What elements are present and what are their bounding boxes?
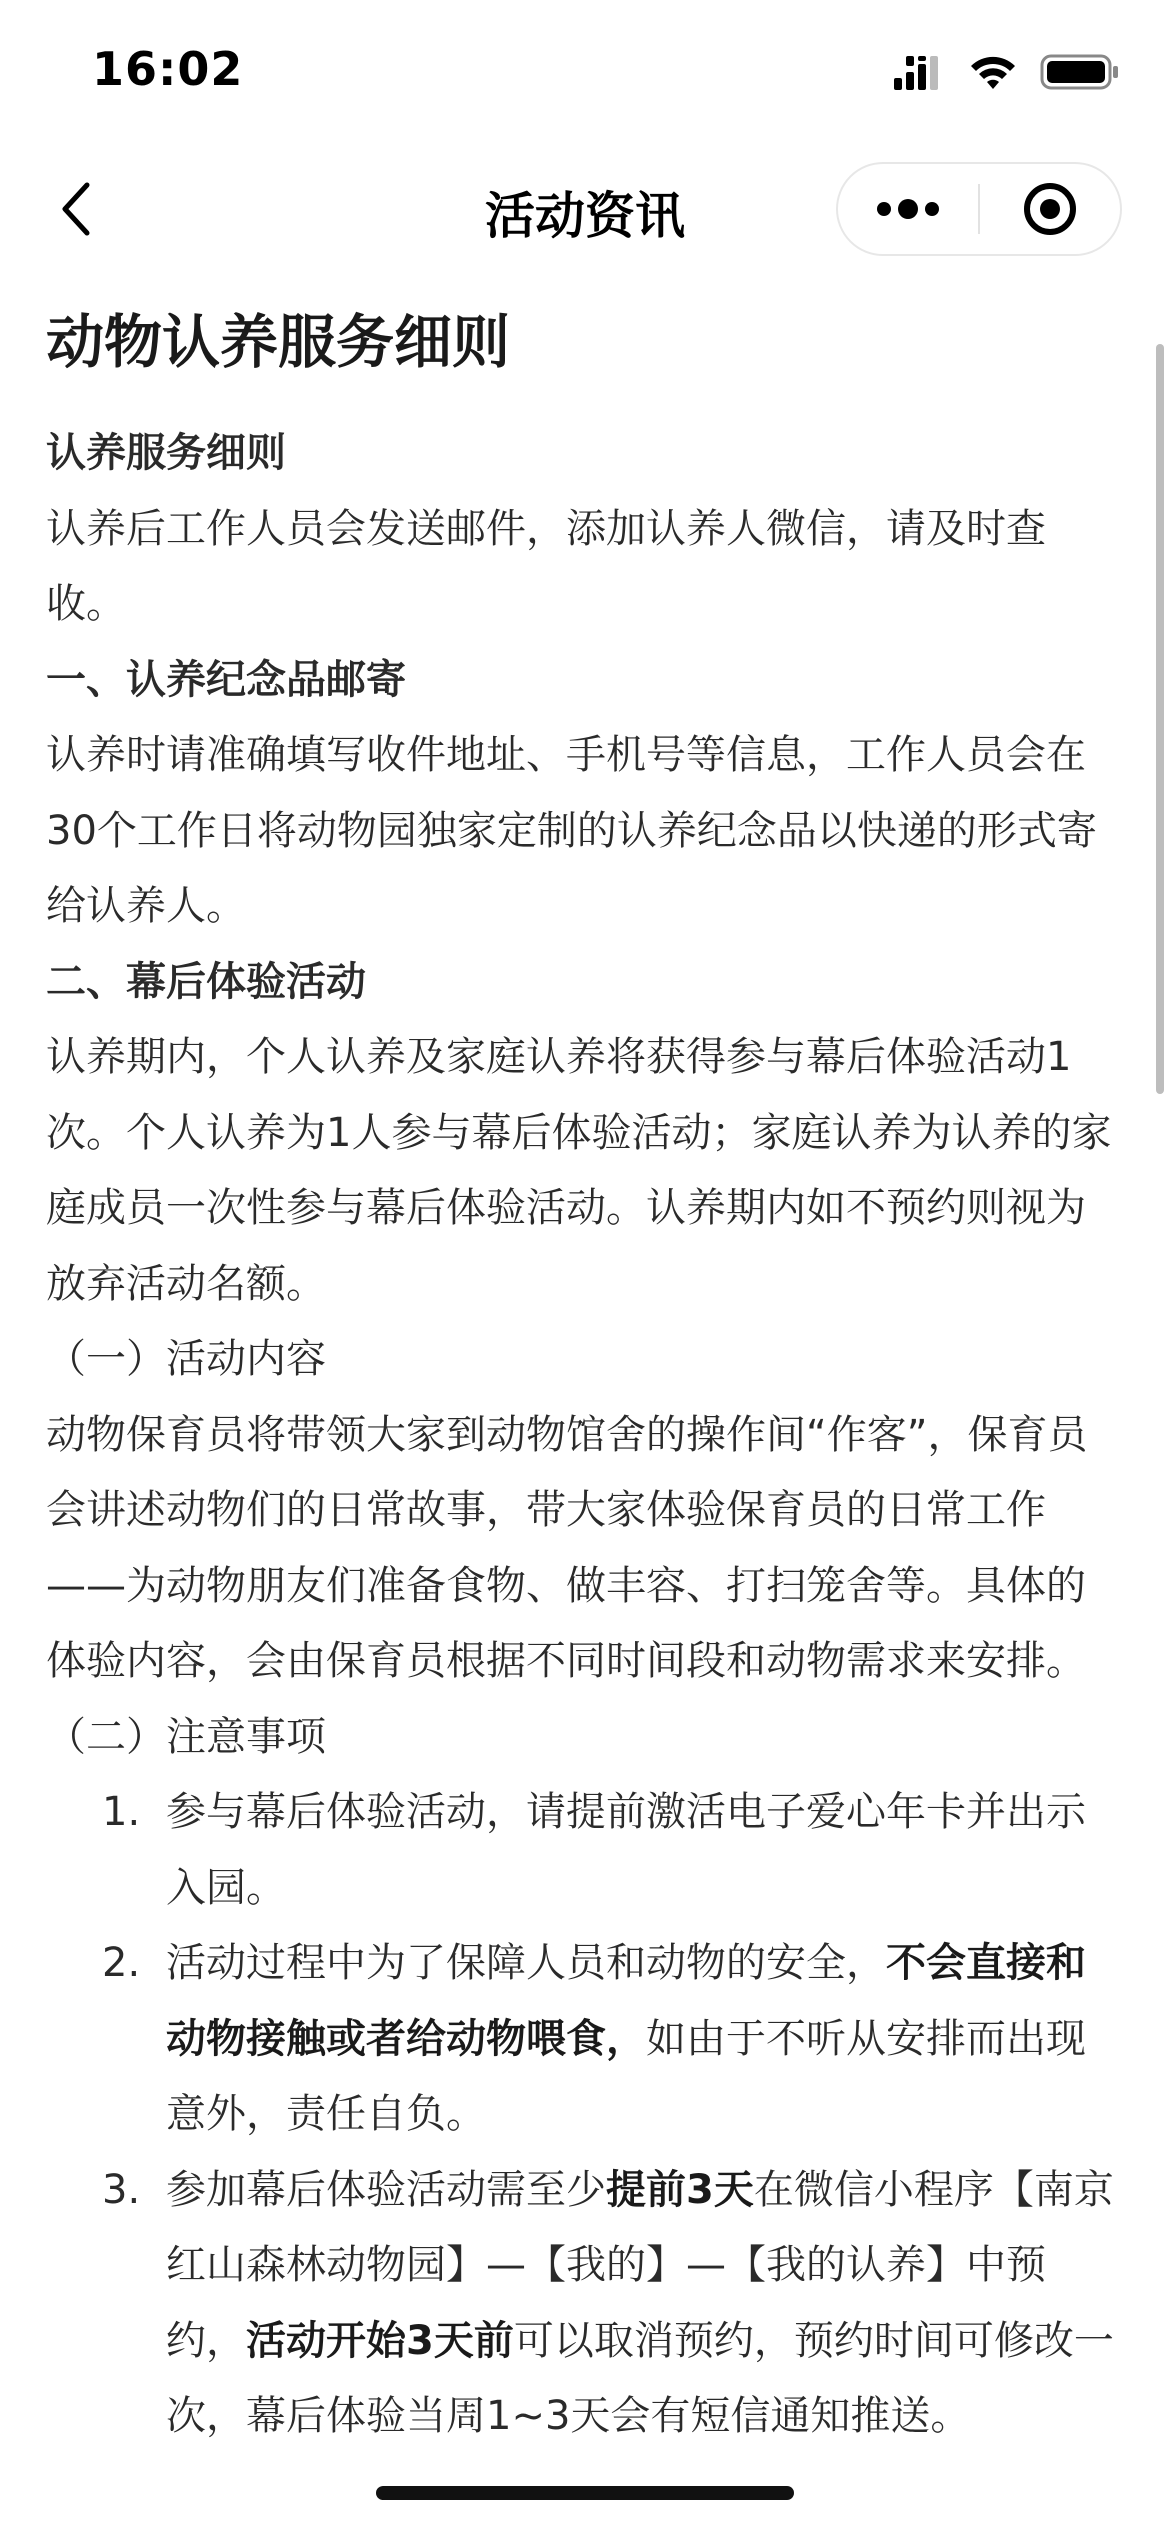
sub2-heading: （二）注意事项 [46,1713,326,1760]
list-item [46,1775,1120,1926]
list-item [46,2153,1120,2455]
wifi-icon [968,53,1018,95]
notes-list [46,1775,1120,2455]
part2-heading: 二、幕后体验活动 [46,958,366,1005]
scrollbar[interactable] [1156,344,1164,1094]
status-icons [894,52,1120,96]
article-content [46,282,1120,2455]
list-item-number: 2. [102,1940,141,1986]
cellular-signal-icon [894,54,946,94]
sub1-heading: （一）活动内容 [46,1336,326,1382]
intro-paragraph: 认养后工作人员会发送邮件，添加认养人微信，请及时查收。 [46,505,1046,627]
navigation-bar [0,150,1170,270]
list-item-number: 3. [102,2166,141,2213]
sub1-paragraph: 动物保育员将带领大家到动物馆舍的操作间“作客”，保育员会讲述动物们的日常故事，带大家体验保育员的日常工作——为动物朋友们准备食物、做丰容、打扫笼舍等。具体的体验内容，会由保育员根据不同时间段和动物需求来安排。 [46,1411,1088,1684]
target-circle-icon [1022,181,1078,237]
list-item-text: 可以取消预约，预约时间可修改一次，幕后体验当周1~3天会有短信通知推送。 [166,2317,1114,2439]
battery-icon [1040,52,1120,96]
list-item-emphasis: 提前3天 [606,2166,754,2213]
home-indicator[interactable] [376,2486,794,2500]
list-item-emphasis: 活动开始3天前 [246,2317,514,2364]
list-item-text: 在微信小程序【南京红山森林动物园】—【我的】—【我的认养】中预约， [166,2166,1114,2364]
mini-program-capsule [836,162,1122,256]
list-item-text: 参加幕后体验活动需至少 [166,2166,606,2213]
close-miniprogram-button[interactable] [980,164,1120,254]
section-heading: 认养服务细则 [46,430,286,476]
list-item-text: 活动过程中为了保障人员和动物的安全， [166,1940,886,1986]
list-item-number: 1. [102,1789,141,1835]
part2-paragraph: 认养期内，个人认养及家庭认养将获得参与幕后体验活动1次。个人认养为1人参与幕后体验活动；家庭认养为认养的家庭成员一次性参与幕后体验活动。认养期内如不预约则视为放弃活动名额。 [46,1034,1112,1307]
list-item-text: 参与幕后体验活动，请提前激活电子爱心年卡并出示入园。 [166,1789,1086,1911]
list-item [46,1926,1120,2153]
page-title: 活动资讯 [485,187,685,245]
part1-paragraph: 认养时请准确填写收件地址、手机号等信息，工作人员会在30个工作日将动物园独家定制的认养纪念品以快递的形式寄给认养人。 [46,732,1097,929]
more-dots-icon [875,198,941,220]
part1-heading: 一、认养纪念品邮寄 [46,656,406,703]
more-button[interactable] [838,164,978,254]
article-title: 动物认养服务细则 [46,308,511,376]
list-item-emphasis: 不会直接和动物接触或者给动物喂食， [166,1940,1086,2062]
list-item-text: 如由于不听从安排而出现意外，责任自负。 [166,2015,1086,2137]
status-bar [0,0,1170,150]
status-time: 16:02 [92,42,244,96]
